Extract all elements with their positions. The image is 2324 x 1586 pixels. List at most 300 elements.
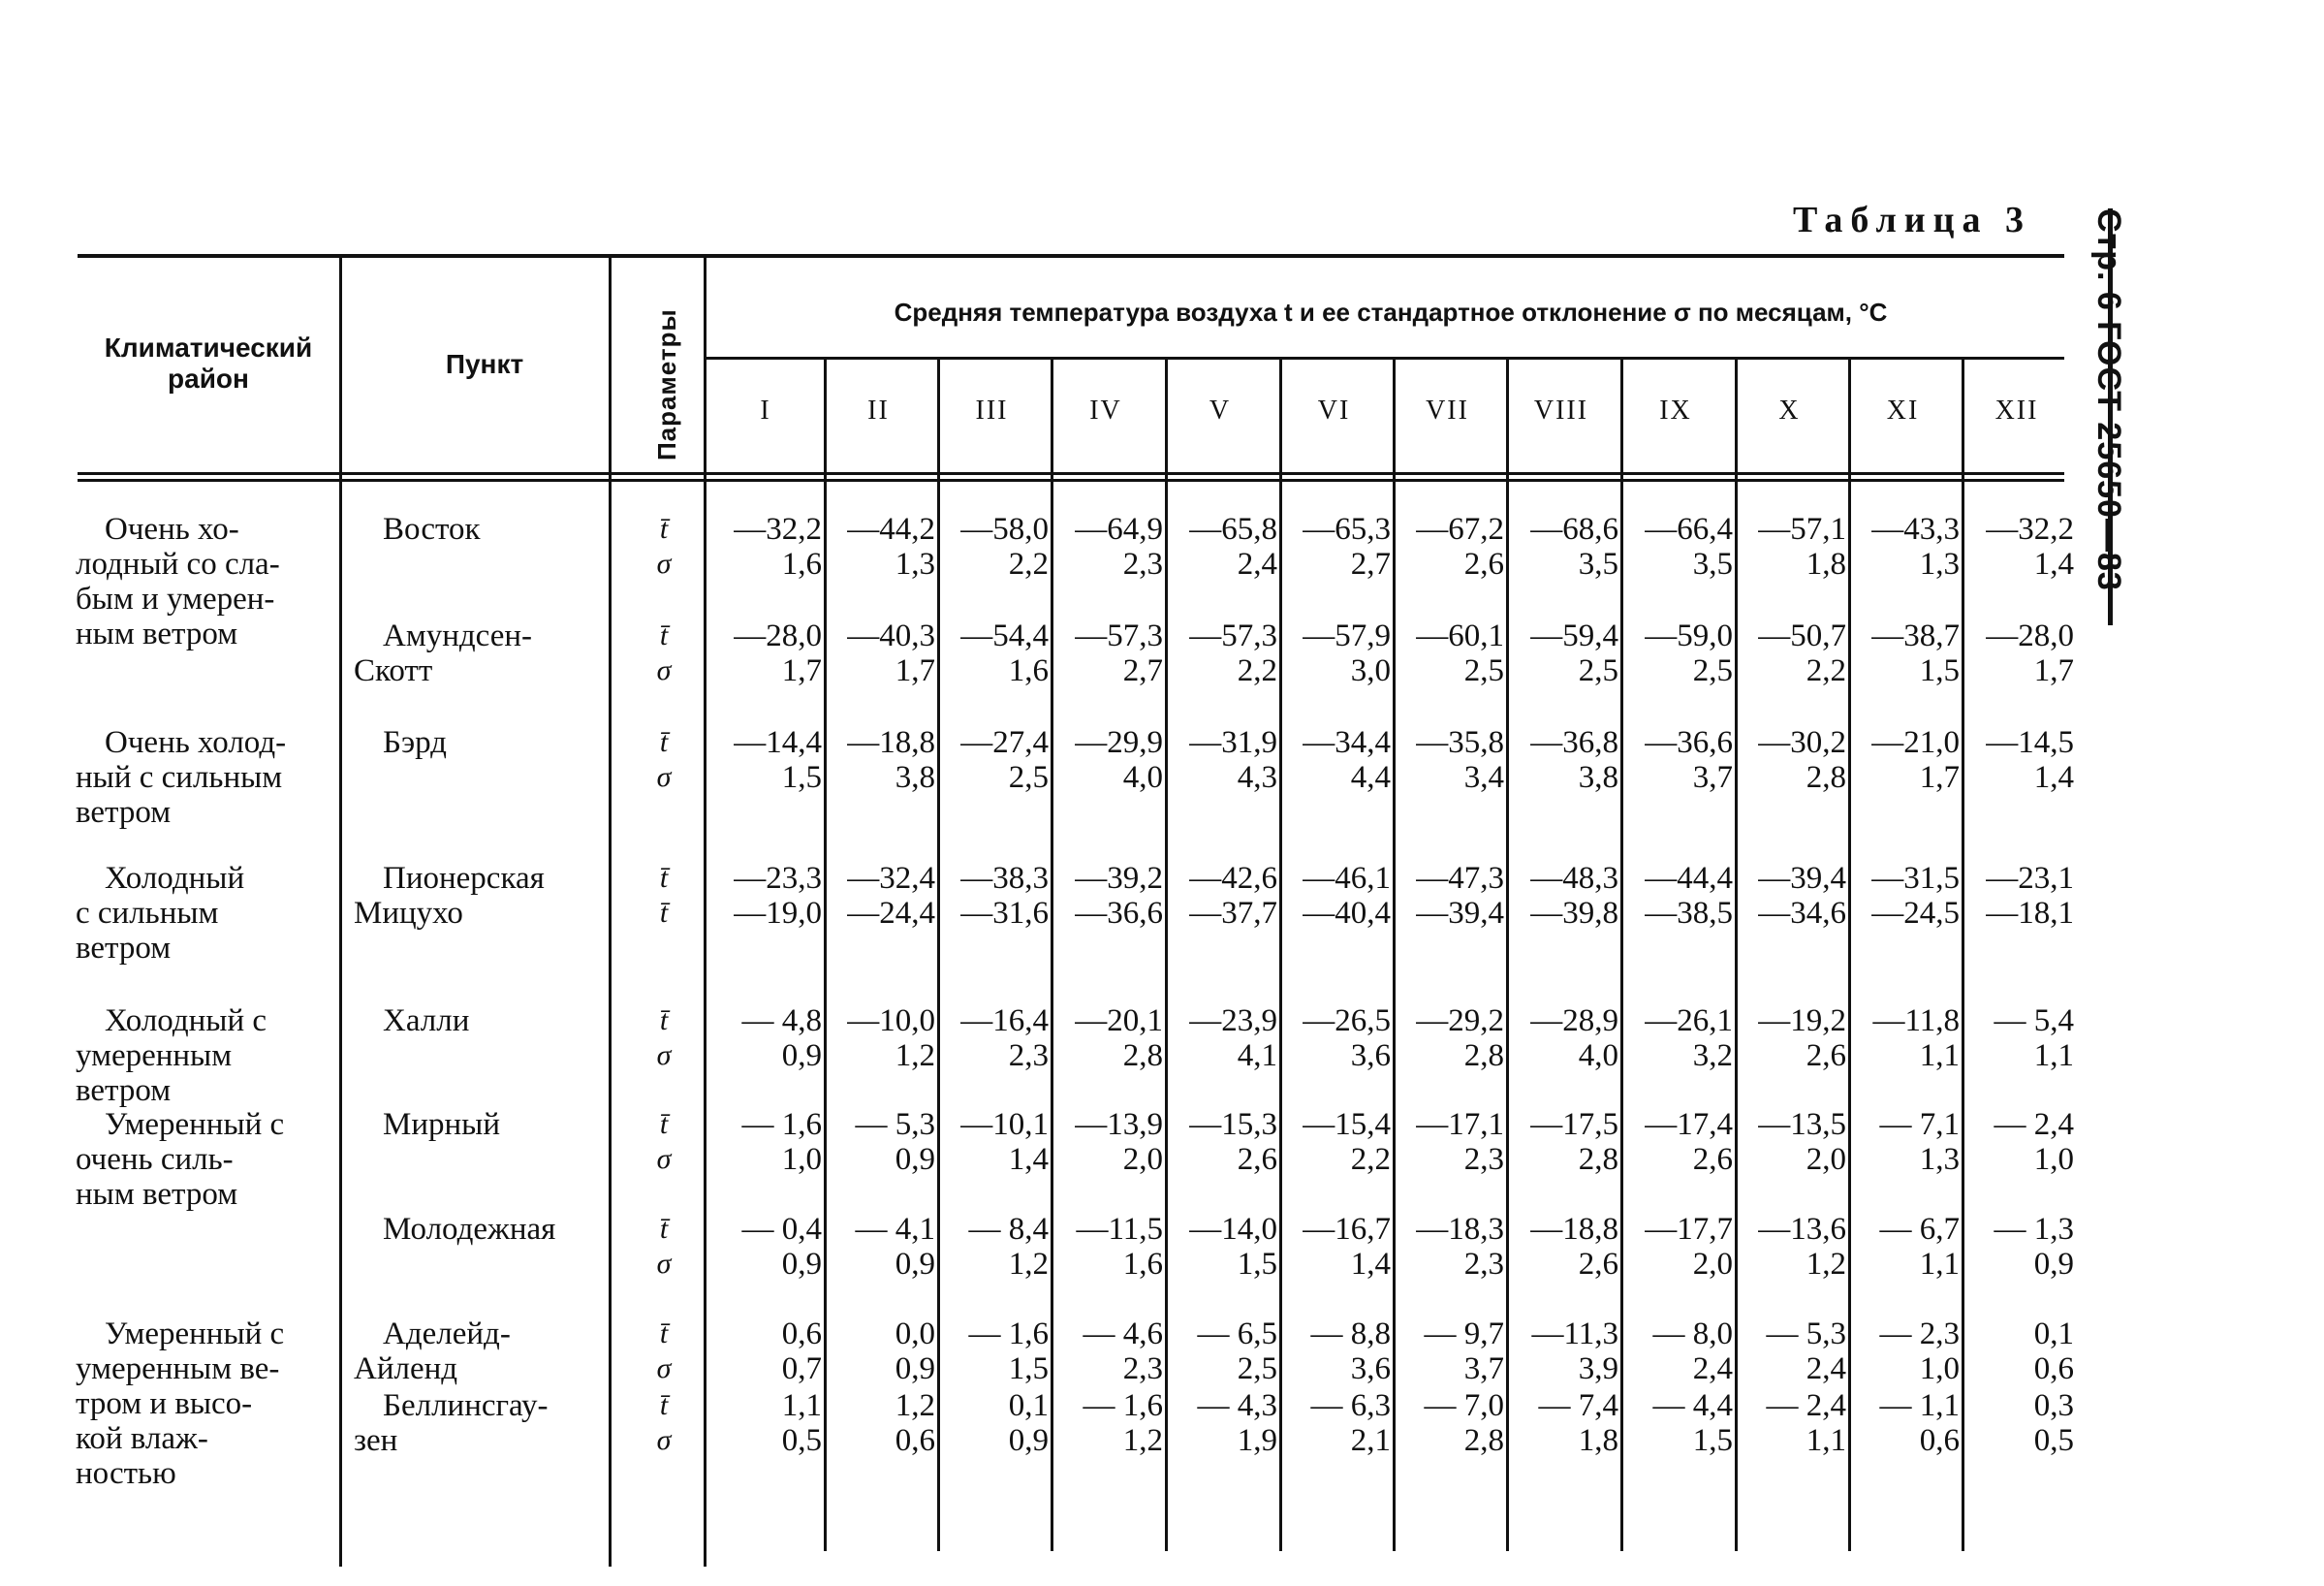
table-cell: — 5,4 [1994, 1003, 2074, 1038]
table-cell: — 0,4 [741, 1212, 822, 1247]
table-cell: 1,3 [895, 547, 935, 582]
table-cell: —17,7 [1645, 1212, 1733, 1247]
table-cell: —14,4 [734, 725, 822, 760]
table-cell: 0,9 [895, 1142, 935, 1177]
table-cell: —59,4 [1530, 619, 1618, 653]
table-cell: —65,8 [1189, 512, 1277, 547]
table-cell: 4,3 [1237, 760, 1277, 795]
region-line: ный с сильным [76, 760, 283, 795]
table-cell: 2,2 [1008, 547, 1049, 582]
table-cell: —32,2 [1986, 512, 2074, 547]
table-cell: —31,6 [960, 896, 1049, 931]
table-cell: 0,9 [895, 1247, 935, 1282]
month-header: I [760, 396, 771, 426]
table-cell: —47,3 [1416, 861, 1504, 896]
table-cell: —13,5 [1758, 1107, 1846, 1142]
param-symbol: σ [656, 761, 672, 793]
table-cell: 3,5 [1578, 547, 1618, 582]
column-line [339, 258, 342, 1567]
param-symbol: t̄ [659, 862, 669, 894]
table-cell: —18,8 [1530, 1212, 1618, 1247]
table-cell: —11,8 [1872, 1003, 1960, 1038]
param-symbol: σ [656, 1352, 672, 1384]
table-cell: —38,3 [960, 861, 1049, 896]
column-line [1620, 359, 1623, 1551]
param-symbol: σ [656, 1424, 672, 1456]
table-cell: 0,6 [1919, 1423, 1960, 1458]
station-line: Скотт [354, 653, 433, 688]
table-cell: 2,8 [1122, 1038, 1163, 1073]
table-cell: —42,6 [1189, 861, 1277, 896]
table-cell: 1,5 [1237, 1247, 1277, 1282]
table-cell: —10,0 [847, 1003, 935, 1038]
region-line: ветром [76, 931, 172, 966]
param-symbol: σ [656, 1039, 672, 1071]
table-cell: 1,5 [1008, 1351, 1049, 1386]
region-label [76, 1003, 337, 1108]
header-params: Параметры [652, 308, 681, 460]
table-cell: 0,9 [781, 1247, 822, 1282]
region-line: умеренным [76, 1038, 233, 1073]
station-line: Аделейд- [383, 1316, 511, 1351]
station-line: Мицухо [354, 896, 463, 931]
table-cell: —67,2 [1416, 512, 1504, 547]
param-symbol: t̄ [659, 619, 669, 651]
table-cell: 2,3 [1463, 1247, 1504, 1282]
table-cell: 2,8 [1578, 1142, 1618, 1177]
table-cell: — 4,1 [855, 1212, 935, 1247]
param-symbol: t̄ [659, 1108, 669, 1140]
table-cell: 2,5 [1578, 653, 1618, 688]
station-label [354, 1316, 511, 1386]
table-cell: 4,0 [1578, 1038, 1618, 1073]
region-line: тром и высо- [76, 1386, 253, 1421]
table-cell: —68,6 [1530, 512, 1618, 547]
table-cell: 2,7 [1350, 547, 1391, 582]
column-line [824, 359, 827, 1551]
table-cell: 2,4 [1806, 1351, 1846, 1386]
table-cell: 3,8 [1578, 760, 1618, 795]
table-cell: —15,4 [1303, 1107, 1391, 1142]
column-line [937, 359, 940, 1551]
region-line: ным ветром [76, 617, 238, 651]
station-label [383, 725, 447, 760]
table-cell: —28,9 [1530, 1003, 1618, 1038]
column-line [1735, 359, 1738, 1551]
table-cell: 2,5 [1463, 653, 1504, 688]
table-cell: 4,1 [1237, 1038, 1277, 1073]
table-cell: — 2,4 [1994, 1107, 2074, 1142]
table-cell: 2,5 [1692, 653, 1733, 688]
table-cell: —32,2 [734, 512, 822, 547]
table-cell: 2,2 [1237, 653, 1277, 688]
table-cell: 1,9 [1237, 1423, 1277, 1458]
region-line: умеренным ве- [76, 1351, 280, 1386]
column-line [1165, 359, 1168, 1551]
table-cell: 0,1 [1008, 1388, 1049, 1423]
table-cell: 2,4 [1692, 1351, 1733, 1386]
column-line [1051, 359, 1053, 1551]
param-symbol: σ [656, 1248, 672, 1280]
table-cell: 0,6 [2033, 1351, 2074, 1386]
table-cell: —66,4 [1645, 512, 1733, 547]
station-label [354, 861, 545, 931]
station-line: Восток [383, 512, 481, 547]
table-cell: —58,0 [960, 512, 1049, 547]
table-cell: — 6,5 [1197, 1316, 1277, 1351]
table-cell: 1,4 [2033, 547, 2074, 582]
region-label [76, 725, 337, 830]
header-bottom-rule-1 [78, 472, 2064, 475]
table-cell: —24,5 [1871, 896, 1960, 931]
month-header: IX [1659, 396, 1692, 426]
table-cell: — 7,1 [1879, 1107, 1960, 1142]
table-cell: 1,4 [1008, 1142, 1049, 1177]
table-cell: 2,6 [1463, 547, 1504, 582]
month-header: XII [1994, 396, 2039, 426]
table-cell: — 7,4 [1538, 1388, 1618, 1423]
table-cell: —15,3 [1189, 1107, 1277, 1142]
table-cell: 0,0 [895, 1316, 935, 1351]
span-header-rule [706, 357, 2064, 360]
table-cell: —14,0 [1189, 1212, 1277, 1247]
table-cell: —26,1 [1645, 1003, 1733, 1038]
table-cell: 1,2 [1806, 1247, 1846, 1282]
table-cell: 3,8 [895, 760, 935, 795]
month-header: VI [1317, 396, 1351, 426]
table-cell: —39,8 [1530, 896, 1618, 931]
table-cell: —30,2 [1758, 725, 1846, 760]
table-cell: —29,9 [1075, 725, 1163, 760]
table-cell: 1,2 [1008, 1247, 1049, 1282]
table-cell: —36,8 [1530, 725, 1618, 760]
table-cell: 1,0 [1919, 1351, 1960, 1386]
column-line [1962, 359, 1964, 1551]
table-cell: —40,3 [847, 619, 935, 653]
table-cell: —11,3 [1531, 1316, 1618, 1351]
table-cell: —19,2 [1758, 1003, 1846, 1038]
table-cell: 1,5 [1919, 653, 1960, 688]
param-symbol: t̄ [659, 726, 669, 758]
region-line: бым и умерен- [76, 582, 275, 617]
table-cell: 1,6 [1008, 653, 1049, 688]
table-cell: 2,1 [1350, 1423, 1391, 1458]
param-symbol: t̄ [659, 1213, 669, 1245]
month-header: III [975, 396, 1009, 426]
table-cell: 2,3 [1122, 1351, 1163, 1386]
table-cell: 0,1 [2033, 1316, 2074, 1351]
table-cell: — 1,1 [1879, 1388, 1960, 1423]
side-header: Стр. 6 ГОСТ 25650—83 [2090, 208, 2127, 591]
month-header: XI [1886, 396, 1920, 426]
table-cell: — 2,3 [1879, 1316, 1960, 1351]
table-cell: —14,5 [1986, 725, 2074, 760]
param-symbol: σ [656, 654, 672, 686]
table-cell: 0,6 [781, 1316, 822, 1351]
table-cell: —18,8 [847, 725, 935, 760]
table-cell: 2,6 [1692, 1142, 1733, 1177]
station-label [354, 1388, 549, 1458]
table-cell: —36,6 [1075, 896, 1163, 931]
table-cell: 2,7 [1122, 653, 1163, 688]
table-cell: —23,3 [734, 861, 822, 896]
region-label [76, 861, 337, 966]
table-cell: 2,6 [1578, 1247, 1618, 1282]
table-cell: 1,1 [1919, 1247, 1960, 1282]
param-symbol: t̄ [659, 897, 669, 929]
table-cell: —18,1 [1986, 896, 2074, 931]
table-cell: —32,4 [847, 861, 935, 896]
table-cell: 2,2 [1350, 1142, 1391, 1177]
table-cell: —28,0 [1986, 619, 2074, 653]
table-cell: 3,6 [1350, 1351, 1391, 1386]
column-line [1848, 359, 1851, 1551]
region-line: с сильным [76, 896, 219, 931]
table-cell: —37,7 [1189, 896, 1277, 931]
table-cell: 2,3 [1008, 1038, 1049, 1073]
region-line: ностью [76, 1456, 176, 1491]
region-line: Умеренный с [105, 1316, 285, 1351]
table-cell: 0,3 [2033, 1388, 2074, 1423]
table-cell: —43,3 [1871, 512, 1960, 547]
station-line: Айленд [354, 1351, 458, 1386]
table-cell: 0,6 [895, 1423, 935, 1458]
table-cell: 2,4 [1237, 547, 1277, 582]
table-cell: — 4,6 [1083, 1316, 1163, 1351]
column-line [1506, 359, 1509, 1551]
table-cell: 2,8 [1463, 1038, 1504, 1073]
table-cell: 0,5 [2033, 1423, 2074, 1458]
table-cell: 2,8 [1463, 1423, 1504, 1458]
table-cell: —46,1 [1303, 861, 1391, 896]
table-cell: 0,5 [781, 1423, 822, 1458]
table-cell: — 4,8 [741, 1003, 822, 1038]
table-cell: 1,8 [1806, 547, 1846, 582]
table-cell: 0,9 [1008, 1423, 1049, 1458]
table-cell: 3,7 [1463, 1351, 1504, 1386]
station-line: Халли [383, 1003, 470, 1038]
region-line: ным ветром [76, 1177, 238, 1212]
table-cell: 1,6 [1122, 1247, 1163, 1282]
table-cell: —11,5 [1076, 1212, 1163, 1247]
table-cell: —17,4 [1645, 1107, 1733, 1142]
table-cell: — 1,6 [1083, 1388, 1163, 1423]
table-cell: —38,5 [1645, 896, 1733, 931]
table-cell: —28,0 [734, 619, 822, 653]
table-cell: —39,4 [1758, 861, 1846, 896]
table-cell: —64,9 [1075, 512, 1163, 547]
table-cell: — 9,7 [1424, 1316, 1504, 1351]
top-rule [78, 254, 2064, 258]
region-line: очень силь- [76, 1142, 234, 1177]
table-cell: —35,8 [1416, 725, 1504, 760]
header-region: Климатический район [104, 333, 313, 394]
table-cell: 1,4 [2033, 760, 2074, 795]
table-cell: 1,7 [1919, 760, 1960, 795]
table-cell: 1,3 [1919, 547, 1960, 582]
table-cell: —57,3 [1189, 619, 1277, 653]
table-cell: —48,3 [1530, 861, 1618, 896]
table-cell: 1,2 [1122, 1423, 1163, 1458]
month-header: V [1209, 396, 1232, 426]
param-symbol: σ [656, 548, 672, 580]
table-cell: — 4,3 [1197, 1388, 1277, 1423]
param-symbol: σ [656, 1143, 672, 1175]
table-cell: 3,7 [1692, 760, 1733, 795]
region-line: Умеренный с [105, 1107, 285, 1142]
table-cell: — 1,6 [741, 1107, 822, 1142]
region-line: ветром [76, 795, 172, 830]
region-line: ветром [76, 1073, 172, 1108]
region-line: Очень хо- [105, 512, 239, 547]
table-cell: —34,4 [1303, 725, 1391, 760]
station-label [383, 1003, 469, 1038]
table-cell: 2,3 [1122, 547, 1163, 582]
column-line [1279, 359, 1282, 1551]
table-cell: 1,3 [1919, 1142, 1960, 1177]
table-cell: —44,2 [847, 512, 935, 547]
region-label [76, 1107, 337, 1212]
table-cell: —65,3 [1303, 512, 1391, 547]
month-header: II [867, 396, 890, 426]
table-cell: —57,9 [1303, 619, 1391, 653]
table-cell: —44,4 [1645, 861, 1733, 896]
station-label [383, 512, 481, 547]
table-cell: —60,1 [1416, 619, 1504, 653]
region-line: Очень холод- [105, 725, 287, 760]
table-cell: —20,1 [1075, 1003, 1163, 1038]
month-header: X [1778, 396, 1801, 426]
station-line: Амундсен- [383, 619, 533, 653]
table-cell: 4,4 [1350, 760, 1391, 795]
table-cell: —13,6 [1758, 1212, 1846, 1247]
station-line: Мирный [383, 1107, 500, 1142]
table-cell: — 5,3 [1766, 1316, 1846, 1351]
table-cell: —38,7 [1871, 619, 1960, 653]
table-cell: —18,3 [1416, 1212, 1504, 1247]
table-cell: 1,2 [895, 1388, 935, 1423]
table-cell: —27,4 [960, 725, 1049, 760]
table-cell: — 4,4 [1652, 1388, 1733, 1423]
table-cell: —31,5 [1871, 861, 1960, 896]
table-cell: 3,5 [1692, 547, 1733, 582]
table-cell: 2,8 [1806, 760, 1846, 795]
table-cell: 0,9 [781, 1038, 822, 1073]
table-cell: —13,9 [1075, 1107, 1163, 1142]
param-symbol: t̄ [659, 1004, 669, 1036]
table-cell: —17,5 [1530, 1107, 1618, 1142]
table-cell: — 1,6 [968, 1316, 1049, 1351]
table-cell: —23,1 [1986, 861, 2074, 896]
table-cell: 1,1 [781, 1388, 822, 1423]
table-cell: —39,4 [1416, 896, 1504, 931]
table-cell: 2,6 [1806, 1038, 1846, 1073]
header-station: Пункт [445, 349, 524, 379]
table-cell: 3,9 [1578, 1351, 1618, 1386]
table-cell: 1,7 [2033, 653, 2074, 688]
station-line: Бэрд [383, 725, 447, 760]
table-cell: —39,2 [1075, 861, 1163, 896]
table-cell: — 6,3 [1310, 1388, 1391, 1423]
table-cell: —59,0 [1645, 619, 1733, 653]
table-cell: 2,5 [1008, 760, 1049, 795]
region-line: Холодный с [105, 1003, 267, 1038]
table-cell: —16,4 [960, 1003, 1049, 1038]
table-cell: — 7,0 [1424, 1388, 1504, 1423]
station-label [383, 1107, 500, 1142]
station-line: зен [354, 1423, 398, 1458]
table-cell: 1,8 [1578, 1423, 1618, 1458]
table-cell: 3,0 [1350, 653, 1391, 688]
table-cell: 0,9 [895, 1351, 935, 1386]
table-cell: 0,9 [2033, 1247, 2074, 1282]
column-line [704, 258, 707, 1567]
table-cell: 1,1 [1919, 1038, 1960, 1073]
table-cell: 2,0 [1806, 1142, 1846, 1177]
table-cell: — 5,3 [855, 1107, 935, 1142]
month-header: VII [1426, 396, 1469, 426]
table-cell: —34,6 [1758, 896, 1846, 931]
station-line: Беллинсгау- [383, 1388, 549, 1423]
table-cell: — 2,4 [1766, 1388, 1846, 1423]
region-line: Холодный [105, 861, 245, 896]
table-cell: — 8,4 [968, 1212, 1049, 1247]
region-label [76, 512, 337, 651]
table-cell: 3,4 [1463, 760, 1504, 795]
column-line [1393, 359, 1396, 1551]
table-cell: —23,9 [1189, 1003, 1277, 1038]
table-cell: 1,5 [1692, 1423, 1733, 1458]
table-cell: 2,0 [1122, 1142, 1163, 1177]
table-cell: — 1,3 [1994, 1212, 2074, 1247]
region-label [76, 1316, 337, 1491]
table-cell: 2,0 [1692, 1247, 1733, 1282]
table-cell: —57,3 [1075, 619, 1163, 653]
month-header: IV [1089, 396, 1122, 426]
station-line: Молодежная [383, 1212, 556, 1247]
table-cell: 1,4 [1350, 1247, 1391, 1282]
table-cell: 2,2 [1806, 653, 1846, 688]
region-line: кой влаж- [76, 1421, 208, 1456]
table-cell: 2,5 [1237, 1351, 1277, 1386]
table-cell: —21,0 [1871, 725, 1960, 760]
table-cell: —16,7 [1303, 1212, 1391, 1247]
table-cell: 1,7 [895, 653, 935, 688]
table-cell: 4,0 [1122, 760, 1163, 795]
table-cell: 1,6 [781, 547, 822, 582]
header-span: Средняя температура воздуха t и ее стандартное отклонение σ по месяцам, °С [894, 298, 1888, 327]
region-line: лодный со сла- [76, 547, 280, 582]
column-line [609, 258, 612, 1567]
station-label [354, 619, 533, 688]
header-bottom-rule-2 [78, 479, 2064, 482]
table-cell: — 6,7 [1879, 1212, 1960, 1247]
param-symbol: t̄ [659, 1317, 669, 1349]
table-caption: Таблица 3 [1793, 200, 2032, 240]
param-symbol: t̄ [659, 513, 669, 545]
table-cell: —40,4 [1303, 896, 1391, 931]
table-cell: —54,4 [960, 619, 1049, 653]
station-line: Пионерская [383, 861, 545, 896]
table-cell: 1,0 [781, 1142, 822, 1177]
table-cell: 3,2 [1692, 1038, 1733, 1073]
param-symbol: t̄ [659, 1389, 669, 1421]
table-cell: — 8,0 [1652, 1316, 1733, 1351]
table-cell: —36,6 [1645, 725, 1733, 760]
table-cell: 2,3 [1463, 1142, 1504, 1177]
table-cell: —17,1 [1416, 1107, 1504, 1142]
table-cell: —24,4 [847, 896, 935, 931]
